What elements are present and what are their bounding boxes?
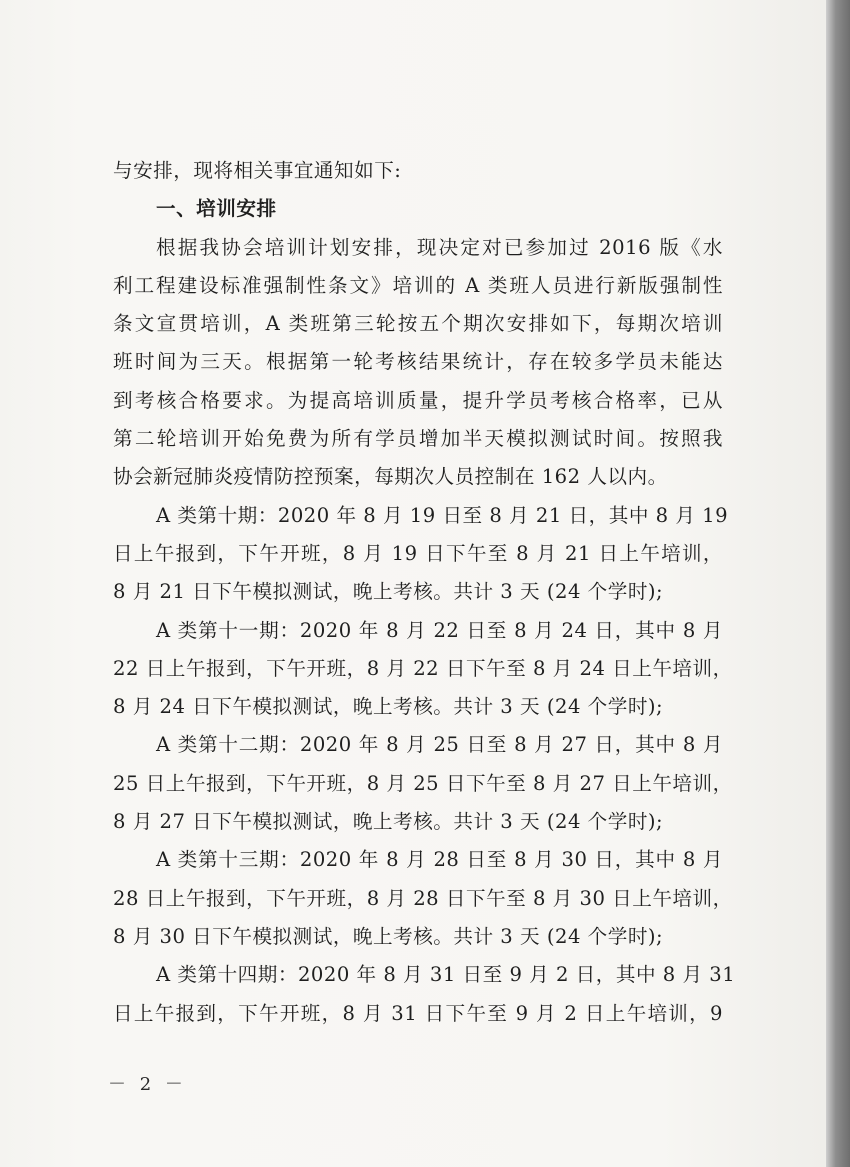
text-line: 日上午报到，下午开班，8 月 19 日下午至 8 月 21 日上午培训， [113,541,723,565]
text-line: 班时间为三天。根据第一轮考核结果统计，存在较多学员未能达 [113,350,723,374]
text-line: A 类第十二期：2020 年 8 月 25 日至 8 月 27 日，其中 8 月 [156,733,723,757]
document-body [113,152,736,1033]
text-line: 条文宣贯培训，A 类班第三轮按五个期次安排如下，每期次培训 [113,312,723,336]
text-line: A 类第十一期：2020 年 8 月 22 日至 8 月 24 日，其中 8 月 [156,618,723,642]
text-line: 22 日上午报到，下午开班，8 月 22 日下午至 8 月 24 日上午培训， [113,656,733,680]
text-line: 利工程建设标准强制性条文》培训的 A 类班人员进行新版强制性 [113,273,723,297]
text-line: 日上午报到，下午开班，8 月 31 日下午至 9 月 2 日上午培训，9 [113,1001,723,1025]
text-line: A 类第十四期：2020 年 8 月 31 日至 9 月 2 日，其中 8 月 31 [156,963,736,987]
scan-edge-shadow [826,0,850,1167]
text-line: 8 月 24 日下午模拟测试，晚上考核。共计 3 天 (24 个学时); [113,695,664,719]
text-line: A 类第十期：2020 年 8 月 19 日至 8 月 21 日，其中 8 月 19 [156,503,729,527]
text-line: 到考核合格要求。为提高培训质量，提升学员考核合格率，已从 [113,388,723,412]
text-line: 根据我协会培训计划安排，现决定对已参加过 2016 版《水 [156,235,723,259]
text-line: A 类第十三期：2020 年 8 月 28 日至 8 月 30 日，其中 8 月 [156,848,723,872]
section-heading: 一、培训安排 [156,197,277,221]
text-line: 25 日上午报到，下午开班，8 月 25 日下午至 8 月 27 日上午培训， [113,771,733,795]
text-line: 8 月 21 日下午模拟测试，晚上考核。共计 3 天 (24 个学时); [113,580,664,604]
page-number: － 2 － [108,1074,187,1095]
text-line: 8 月 30 日下午模拟测试，晚上考核。共计 3 天 (24 个学时); [113,924,664,948]
text-line: 协会新冠肺炎疫情防控预案，每期次人员控制在 162 人以内。 [113,465,668,489]
text-line: 与安排，现将相关事宜通知如下: [113,159,402,182]
text-line: 第二轮培训开始免费为所有学员增加半天模拟测试时间。按照我 [113,427,723,451]
text-line: 8 月 27 日下午模拟测试，晚上考核。共计 3 天 (24 个学时); [113,810,664,834]
text-line: 28 日上午报到，下午开班，8 月 28 日下午至 8 月 30 日上午培训， [113,886,733,910]
